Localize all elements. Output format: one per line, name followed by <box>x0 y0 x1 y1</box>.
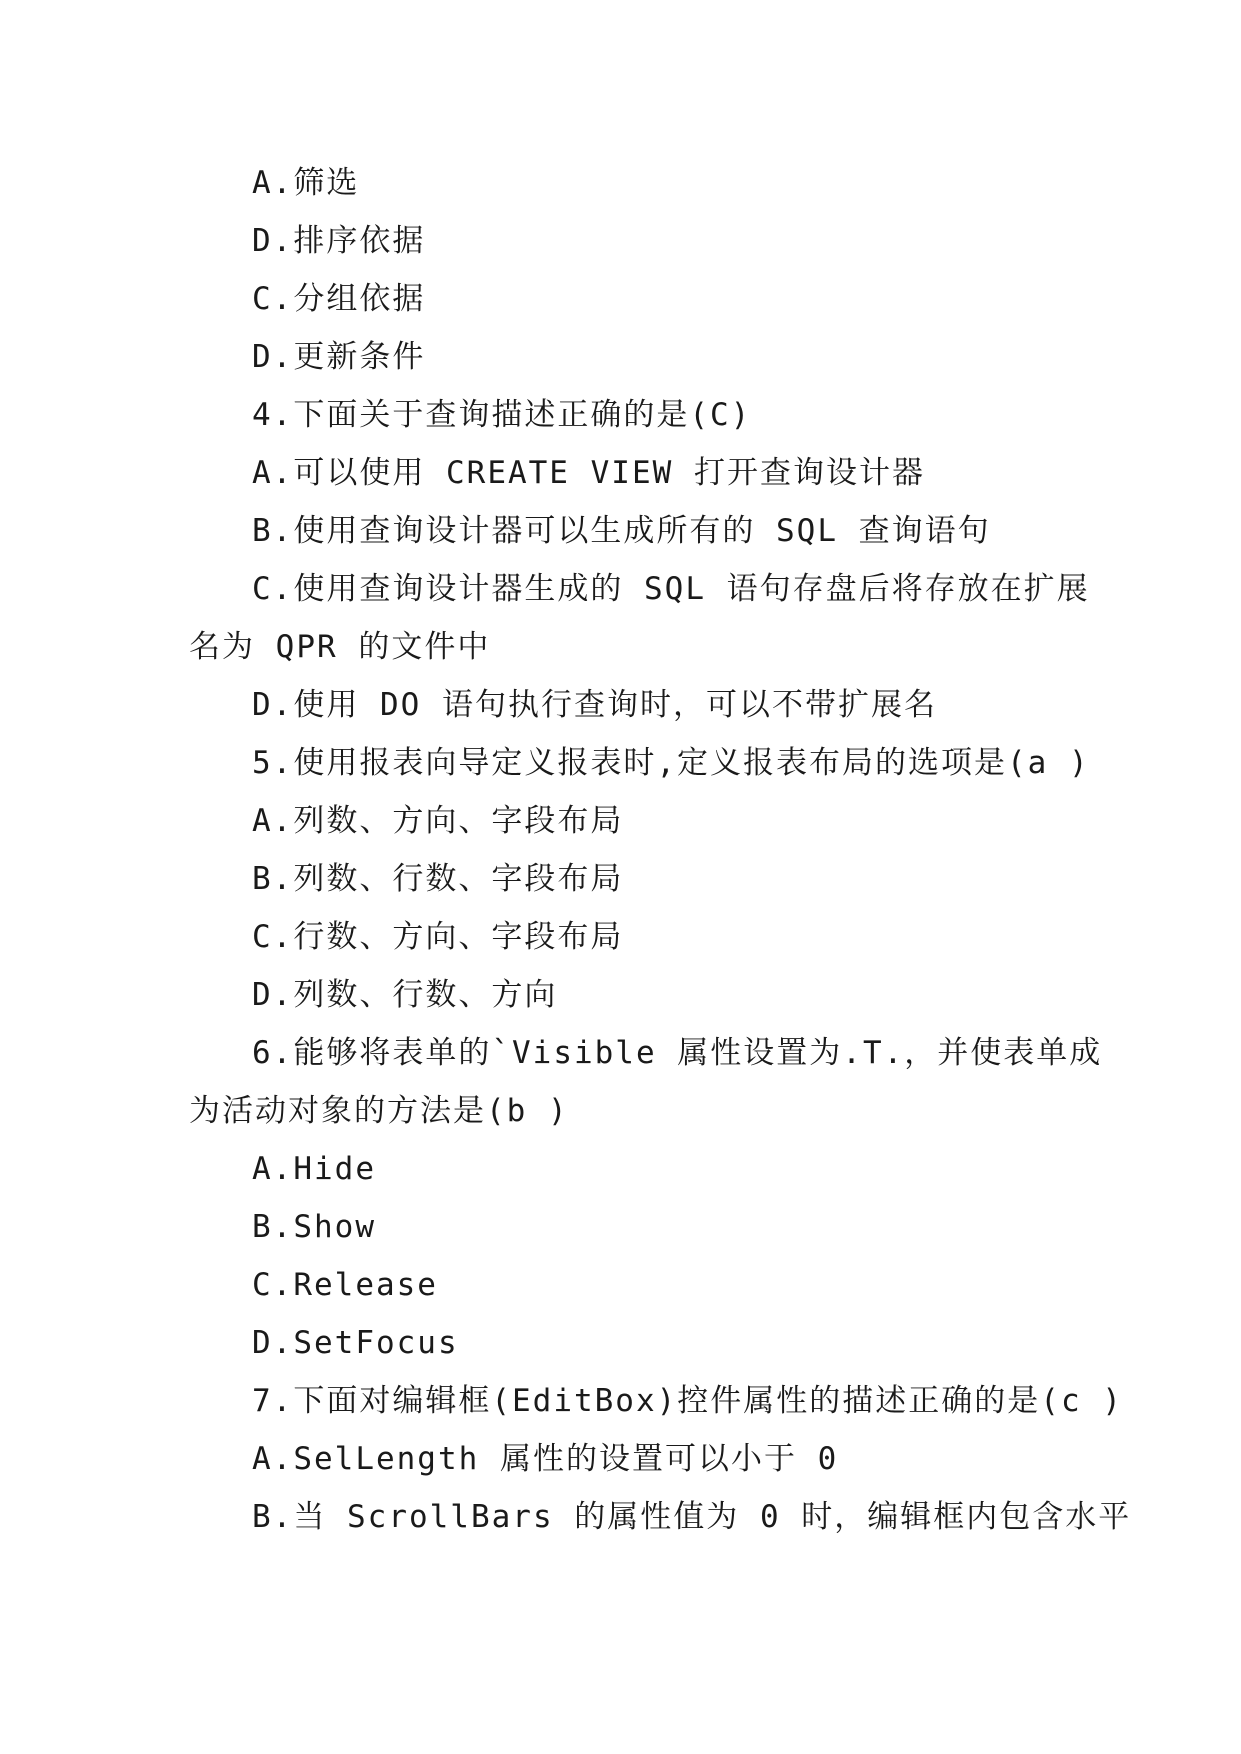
question-5: 5.使用报表向导定义报表时,定义报表布局的选项是(a ) <box>252 745 1090 781</box>
option-a-filter: A.筛选 <box>252 165 360 201</box>
question-4-option-c-continued: 名为 QPR 的文件中 <box>189 629 491 665</box>
question-5-option-d: D.列数、行数、方向 <box>252 977 558 1013</box>
option-d-update-condition: D.更新条件 <box>252 339 426 375</box>
question-6-option-b: B.Show <box>252 1209 376 1245</box>
question-4-option-d: D.使用 DO 语句执行查询时，可以不带扩展名 <box>252 687 937 723</box>
question-4-option-a: A.可以使用 CREATE VIEW 打开查询设计器 <box>252 455 925 491</box>
question-4: 4.下面关于查询描述正确的是(C) <box>252 397 752 433</box>
question-7-option-b: B.当 ScrollBars 的属性值为 0 时，编辑框内包含水平 <box>252 1499 1132 1535</box>
question-6: 6.能够将表单的`Visible 属性设置为.T.，并使表单成 <box>252 1035 1103 1071</box>
question-5-option-a: A.列数、方向、字段布局 <box>252 803 624 839</box>
question-6-option-a: A.Hide <box>252 1151 376 1187</box>
question-5-option-b: B.列数、行数、字段布局 <box>252 861 624 897</box>
question-4-option-b: B.使用查询设计器可以生成所有的 SQL 查询语句 <box>252 513 991 549</box>
option-c-group-basis: C.分组依据 <box>252 281 426 317</box>
question-6-option-d: D.SetFocus <box>252 1325 459 1361</box>
question-5-option-c: C.行数、方向、字段布局 <box>252 919 624 955</box>
question-6-option-c: C.Release <box>252 1267 438 1303</box>
question-6-continued: 为活动对象的方法是(b ) <box>189 1093 569 1129</box>
question-7: 7.下面对编辑框(EditBox)控件属性的描述正确的是(c ) <box>252 1383 1123 1419</box>
question-4-option-c: C.使用查询设计器生成的 SQL 语句存盘后将存放在扩展 <box>252 571 1090 607</box>
question-7-option-a: A.SelLength 属性的设置可以小于 0 <box>252 1441 839 1477</box>
option-d-sort-basis: D.排序依据 <box>252 223 426 259</box>
